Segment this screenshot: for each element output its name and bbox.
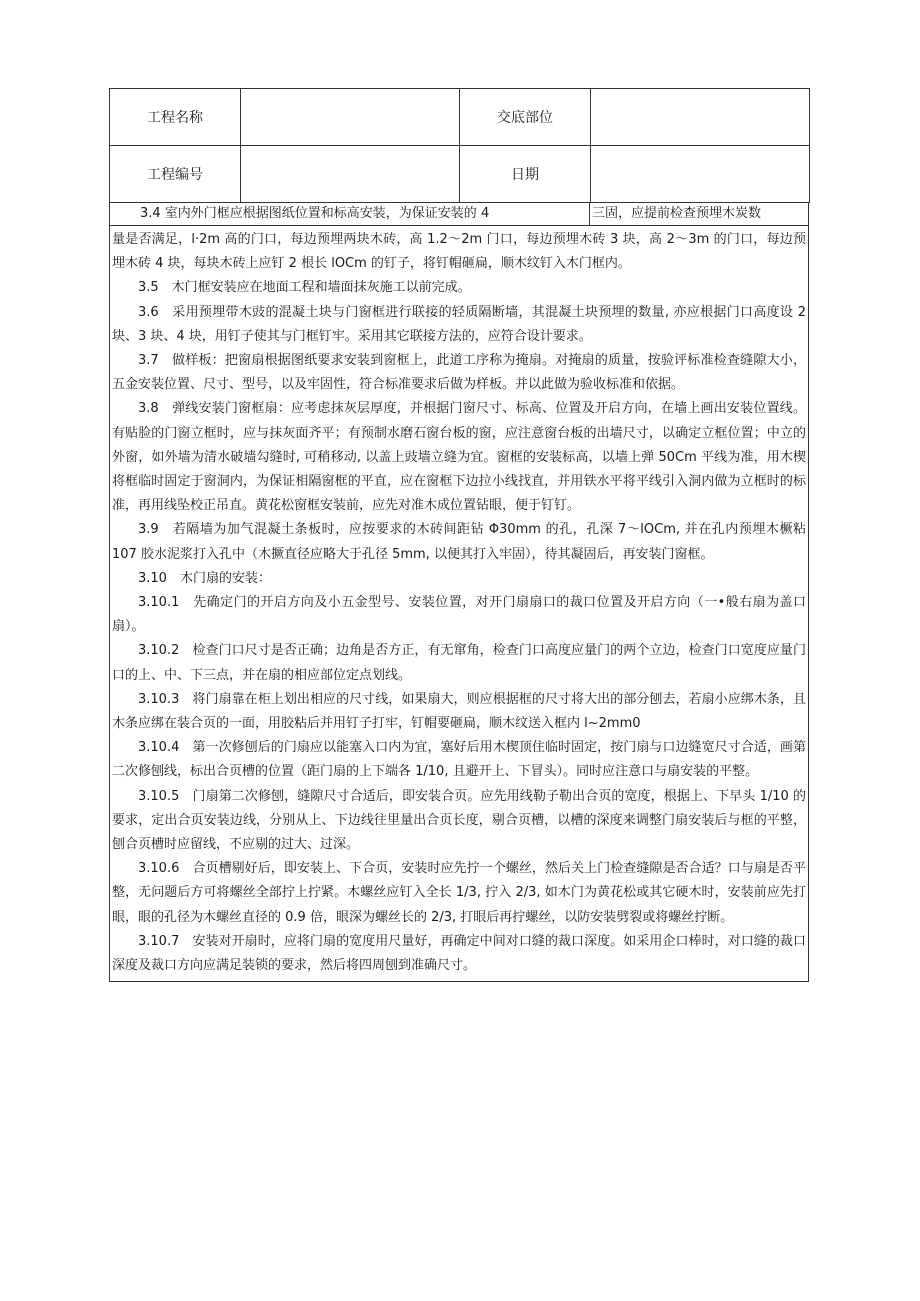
paragraph-3-10-1: 3.10.1 先确定门的开启方向及小五金型号、安装位置，对开门扇扇口的裁口位置及开启方向（一•般右扇为盖口扇）。 [112,595,806,635]
project-no-value [241,146,460,203]
project-name-label: 工程名称 [110,89,241,146]
content-body [109,225,809,982]
paragraph-3-10-6: 3.10.6 合页槽剔好后，即安装上、下合页，安装时应先拧一个螺丝，然后关上门检查缝隙是否合适？口与扇是否平整，无问题后方可将螺丝全部拧上拧紧。木螺丝应钉入全长 1/3, 拧入 2/3, 如木门为黄花松或其它硬木时，安装前应先打眼，眼的孔径为木螺丝直径的 0.9 倍，眼深为螺丝长的 2/3, 打眼后再拧螺丝，以防安装劈裂或将螺丝拧断。 [112,861,806,925]
paragraph-3-10-5: 3.10.5 门扇第二次修刨，缝隙尺寸合适后，即安装合页。应先用线勒子勒出合页的宽度，根据上、下早头 1/10 的要求，定出合页安装边线，分别从上、下边线往里量出合页长度，剔合页槽，以槽的深度来调整门扇安装后与框的平整，刨合页槽时应留线，不应剔的过大、过深。 [112,788,806,853]
handover-part-value [591,89,810,146]
paragraph-3-6: 3.6 采用预埋带木豉的混凝土块与门窗框进行联接的轻质隔断墙，其混凝土块预埋的数量, 亦应根据门口高度设 2 块、3 块、4 块，用钉子使其与门框钉牢。采用其它联接方法的，应符合设计要求。 [112,304,806,344]
paragraph-3-7: 3.7 做样板：把窗扇根据图纸要求安装到窗框上，此道工序称为掩扇。对掩扇的质量，按验评标准检查缝隙大小，五金安装位置、尺寸、型号，以及牢固性，符合标准要求后做为样板。并以此做为验收标准和依据。 [112,353,806,393]
split-left-text: 3.4 室内外门框应根据图纸位置和标高安装，为保证安装的 4 [110,203,590,225]
paragraph-3-10-7: 3.10.7 安装对开扇时，应将门扇的宽度用尺量好，再确定中间对口缝的裁口深度。如采用企口棒时，对口缝的裁口深度及裁口方向应满足装锁的要求，然后将四周刨到准确尺寸。 [112,933,806,974]
paragraph-3-8: 3.8 弹线安装门窗框扇：应考虑抹灰层厚度，并根据门窗尺寸、标高、位置及开启方向，在墙上画出安装位置线。有贴脸的门窗立框时，应与抹灰面齐平；有预制水磨石窗台板的窗，应注意窗台板的出墙尺寸，以确定立框位置；中立的外窗，如外墙为清水破墙勾缝时, 可稍移动, 以盖上豉墙立缝为宜。窗框的安装标高，以墙上弹 50Cm 平线为准，用木楔将框临时固定于窗洞内，为保证相隔窗框的平直，应在窗框下边拉小线找直，并用铁水平将平线引入洞内做为立框时的标准，再用线坠校正吊直。黄花松窗框安装前，应先对准木成位置钻眼，便于钉钉。 [112,401,806,514]
paragraph-3-10: 3.10 木门扇的安装： [138,570,271,586]
document-sheet [109,88,809,982]
paragraph-3-10-3: 3.10.3 将门扇靠在柜上划出相应的尺寸线，如果扇大，则应根据框的尺寸将大出的部分刨去，若扇小应绑木条，且木条应绑在装合页的一面，用胶粘后并用钉子打牢，钉帽要砸扁，顺木纹送入框内 l~2mm0 [112,691,806,732]
project-no-label: 工程编号 [110,146,241,203]
handover-part-label: 交底部位 [460,89,591,146]
date-label: 日期 [460,146,591,203]
paragraph-3-5: 3.5 木门框安装应在地面工程和墙面抹灰施工以前完成。 [138,280,471,296]
paragraph-continuation: 量是否满足，l·2m 高的门口，每边预埋两块木砖，高 1.2～2m 门口，每边预埋木砖 3 块，高 2～3m 的门口，每边预埋木砖 4 块，每块木砖上应钉 2 根长 lOCm 的钉子，将钉帽砸扁，顺木纹钉入木门框内。 [112,232,806,272]
project-name-value [241,89,460,146]
paragraph-3-10-2: 3.10.2 检查门口尺寸是否正确；边角是否方正，有无窜角，检查门口高度应量门的两个立边，检查门口宽度应量门口的上、中、下三点，并在扇的相应部位定点划线。 [112,643,806,683]
header-row-1 [110,89,810,146]
paragraph-3-9: 3.9 若隔墙为加气混凝土条板时，应按要求的木砖间距钻 Φ30mm 的孔，孔深 7～lOCm, 并在孔内预埋木橛粘 107 胶水泥浆打入孔中（木撅直径应略大于孔径 5mm, 以便其打入牢固），待其凝固后，再安装门窗框。 [112,522,806,562]
header-table [109,88,810,203]
split-text-row [109,203,809,225]
split-right-text: 三固，应提前检查预埋木炭数 [592,206,762,221]
paragraph-3-10-4: 3.10.4 第一次修刨后的门扇应以能塞入口内为宜，塞好后用木楔顶住临时固定，按门扇与口边缝宽尺寸合适，画第二次修刨线，标出合页槽的位置（距门扇的上下端各 1/10, 且避开上、下冒头）。同时应注意口与扇安装的平整。 [112,740,806,780]
date-value [591,146,810,203]
header-row-2 [110,146,810,203]
